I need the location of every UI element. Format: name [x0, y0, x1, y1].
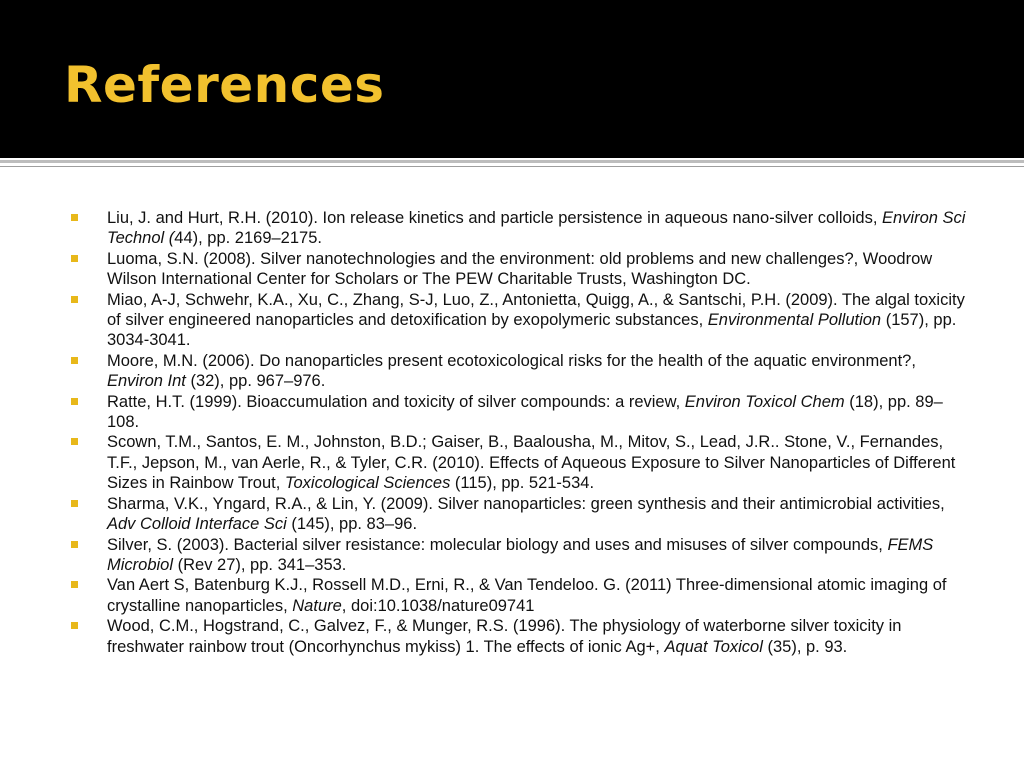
- square-bullet-icon: [71, 622, 78, 629]
- title-bar: [0, 0, 1024, 158]
- reference-item: [70, 432, 970, 493]
- square-bullet-icon: [71, 214, 78, 221]
- reference-details: (145), pp. 83–96.: [286, 515, 418, 534]
- reference-text: Moore, M.N. (2006). Do nanoparticles present ecotoxicological risks for the health of the aquatic environment?,: [107, 351, 916, 370]
- reference-text: Ratte, H.T. (1999). Bioaccumulation and toxicity of silver compounds: a review,: [107, 392, 685, 411]
- reference-item: [70, 351, 970, 392]
- reference-details: (35), p. 93.: [762, 637, 848, 656]
- reference-text: Scown, T.M., Santos, E. M., Johnston, B.D.; Gaiser, B., Baalousha, M., Mitov, S., Lead, J.R.. Stone, V., Fernandes, T.F., Jepson, M., van Aerle, R., & Tyler, C.R. (2010). Effects of Aqueous Exposure to Silver Nanoparticles of Different Sizes in Rainbow Trout,: [107, 433, 956, 493]
- references-list: [70, 208, 970, 657]
- reference-item: [70, 290, 970, 351]
- journal-name: Environ Sci Technol (: [107, 209, 966, 248]
- reference-item: [70, 535, 970, 576]
- reference-text: Luoma, S.N. (2008). Silver nanotechnologies and the environment: old problems and new challenges?, Woodrow Wilson International Center for Scholars or The PEW Charitable Trusts, Washington DC.: [107, 249, 933, 289]
- reference-item: [70, 392, 970, 433]
- reference-text: Van Aert S, Batenburg K.J., Rossell M.D., Erni, R., & Van Tendeloo. G. (2011) Three-dimensional atomic imaging of crystalline nanoparticles,: [107, 576, 947, 615]
- divider-line: [0, 160, 1024, 163]
- reference-text: Liu, J. and Hurt, R.H. (2010). Ion release kinetics and particle persistence in aqueous nano-silver colloids,: [107, 209, 882, 227]
- reference-text: Miao, A-J, Schwehr, K.A., Xu, C., Zhang, S-J, Luo, Z., Antonietta, Quigg, A., & Santschi, P.H. (2009). The algal toxicity of silver engineered nanoparticles and detoxification by exopolymeric substances,: [107, 290, 965, 330]
- reference-item: [70, 494, 970, 535]
- reference-item: [70, 249, 970, 290]
- square-bullet-icon: [71, 296, 78, 303]
- square-bullet-icon: [71, 500, 78, 507]
- journal-name: Environ Int: [107, 372, 186, 391]
- journal-name: Aquat Toxicol: [664, 637, 763, 656]
- reference-item: [70, 575, 970, 616]
- journal-name: Toxicological Sciences: [284, 474, 451, 493]
- square-bullet-icon: [71, 581, 78, 588]
- square-bullet-icon: [71, 541, 78, 548]
- reference-details: (32), pp. 967–976.: [185, 372, 326, 391]
- journal-name: Environ Toxicol Chem: [684, 392, 845, 411]
- square-bullet-icon: [71, 255, 78, 262]
- reference-item: [70, 208, 970, 249]
- journal-name: Nature: [292, 596, 342, 615]
- square-bullet-icon: [71, 398, 78, 405]
- divider-line-thin: [0, 166, 1024, 167]
- square-bullet-icon: [71, 357, 78, 364]
- reference-text: Sharma, V.K., Yngard, R.A., & Lin, Y. (2009). Silver nanoparticles: green synthesis and their antimicrobial activities,: [107, 494, 945, 513]
- reference-details: (Rev 27), pp. 341–353.: [173, 555, 347, 574]
- reference-details: , doi:10.1038/nature09741: [341, 596, 535, 615]
- reference-details: (157), pp. 3034-3041.: [107, 311, 957, 350]
- square-bullet-icon: [71, 438, 78, 445]
- journal-name: Environmental Pollution: [707, 311, 882, 330]
- slide-title: References: [64, 56, 385, 114]
- journal-name: FEMS Microbiol: [107, 535, 934, 574]
- reference-item: [70, 616, 970, 657]
- reference-text: Silver, S. (2003). Bacterial silver resistance: molecular biology and uses and misuses of silver compounds,: [107, 535, 888, 554]
- reference-details: 44), pp. 2169–2175.: [174, 229, 322, 248]
- reference-text: Wood, C.M., Hogstrand, C., Galvez, F., & Munger, R.S. (1996). The physiology of waterborne silver toxicity in freshwater rainbow trout (Oncorhynchus mykiss) 1. The effects of ionic Ag+,: [107, 617, 902, 656]
- journal-name: Adv Colloid Interface Sci: [107, 515, 287, 534]
- reference-details: (115), pp. 521-534.: [450, 474, 595, 493]
- reference-details: (18), pp. 89–108.: [107, 392, 943, 432]
